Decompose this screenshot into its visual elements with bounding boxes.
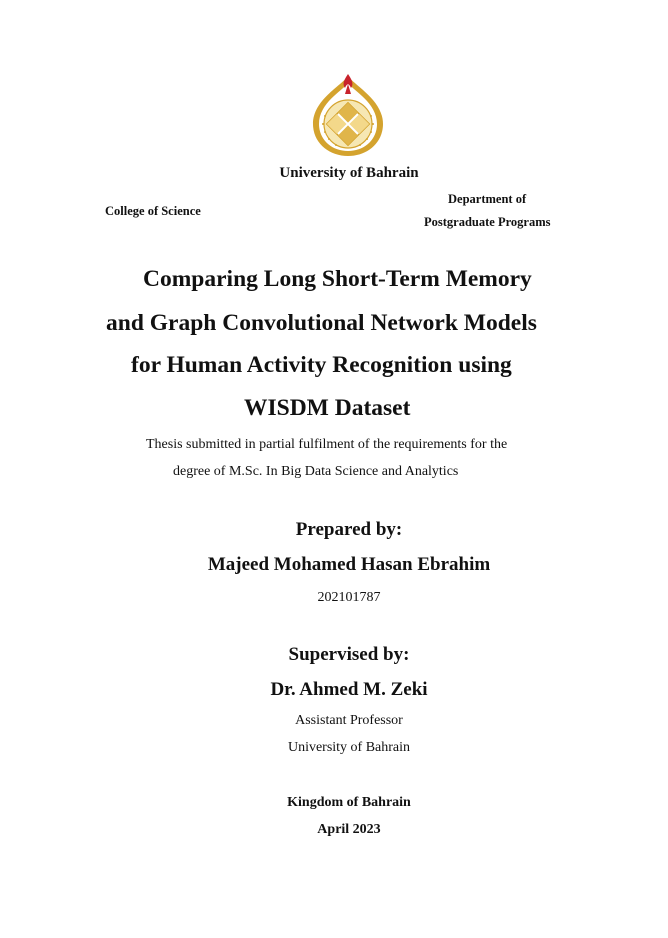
university-name: University of Bahrain <box>279 165 419 181</box>
title-line: and Graph Convolutional Network Models <box>106 310 537 336</box>
college-name: College of Science <box>105 204 201 218</box>
prepared-by-heading: Prepared by: <box>295 519 403 540</box>
supervisor-name: Dr. Ahmed M. Zeki <box>270 679 428 700</box>
supervisor-title: Assistant Professor <box>295 713 403 728</box>
supervised-by-heading: Supervised by: <box>288 644 410 665</box>
subtitle-line: degree of M.Sc. In Big Data Science and Analytics <box>173 464 459 479</box>
department-line-1: Department of <box>448 192 527 206</box>
subtitle-line: Thesis submitted in partial fulfilment of the requirements for the <box>146 437 508 452</box>
supervisor-institution: University of Bahrain <box>287 740 411 755</box>
title-line: for Human Activity Recognition using <box>131 352 512 378</box>
student-id: 202101787 <box>317 590 381 605</box>
title-line: Comparing Long Short-Term Memory <box>143 266 532 292</box>
university-logo <box>309 72 387 160</box>
author-name: Majeed Mohamed Hasan Ebrahim <box>207 554 491 575</box>
university-seal-icon <box>309 72 387 160</box>
submission-date: April 2023 <box>317 822 381 837</box>
department-line-2: Postgraduate Programs <box>424 215 551 229</box>
country: Kingdom of Bahrain <box>287 795 411 810</box>
title-line: WISDM Dataset <box>244 395 411 421</box>
